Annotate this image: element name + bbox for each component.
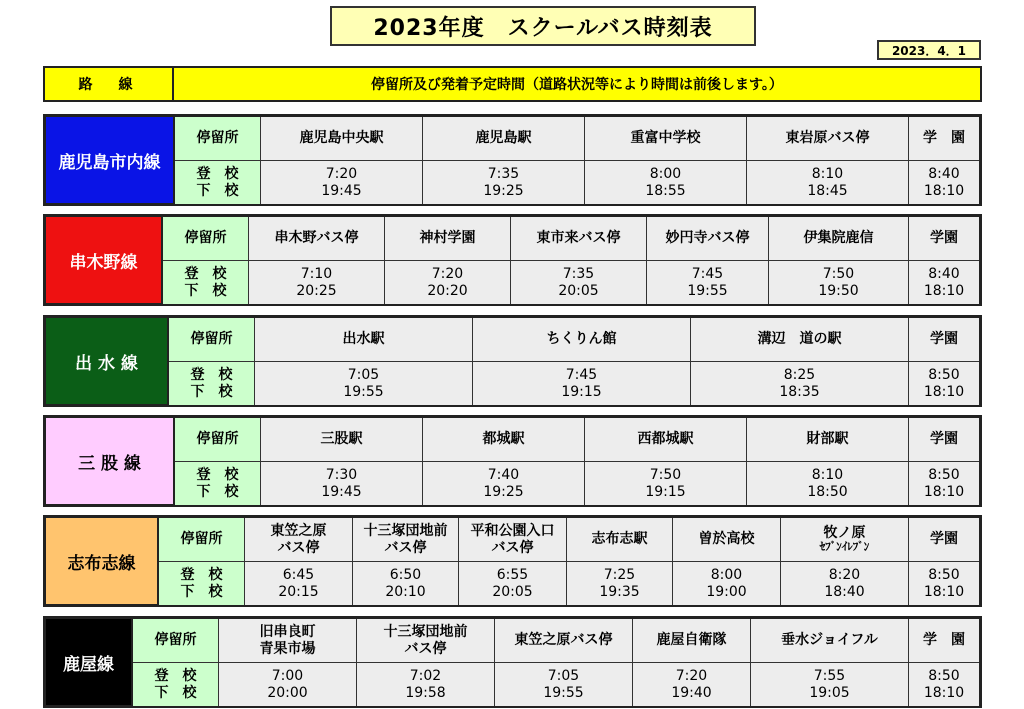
time-down: 19:15 — [561, 383, 602, 400]
stop-name — [747, 117, 909, 161]
stop-times — [585, 462, 747, 505]
time-up: 7:50 — [822, 266, 855, 283]
time-up: 7:55 — [813, 668, 846, 685]
time-up: 8:10 — [811, 166, 844, 183]
label-down: 下 校 — [190, 383, 233, 400]
stop-name-line2: バス停 — [491, 539, 534, 556]
stop-name — [633, 619, 751, 663]
label-down: 下 校 — [196, 182, 239, 199]
stop-name — [245, 518, 353, 562]
direction-labels — [159, 562, 245, 605]
label-up: 登 校 — [196, 467, 239, 484]
stop-name — [909, 518, 979, 562]
time-up: 6:50 — [389, 567, 422, 584]
stop-name-line1: 妙円寺バス停 — [665, 230, 750, 247]
time-up: 7:20 — [675, 668, 708, 685]
header-description: 停留所及び発着予定時間（道路状況等により時間は前後します。） — [371, 77, 783, 93]
time-up: 8:20 — [828, 567, 861, 584]
stop-name — [909, 418, 979, 462]
stop-name-line1: 十三塚団地前 — [383, 624, 468, 641]
stop-name-line2: ｾﾌﾞﾝｲﾚﾌﾞﾝ — [819, 540, 870, 554]
time-down: 18:10 — [923, 583, 965, 600]
stop-label: 停留所 — [175, 418, 261, 462]
stop-times — [691, 362, 909, 405]
stop-times — [459, 562, 567, 605]
route-timetable — [175, 418, 979, 504]
time-down: 18:55 — [645, 182, 686, 199]
stop-name — [219, 619, 357, 663]
time-down: 19:45 — [321, 182, 362, 199]
time-up: 7:45 — [691, 266, 724, 283]
time-down: 19:40 — [671, 684, 712, 701]
time-up: 7:02 — [409, 668, 442, 685]
stop-name-line1: 学 園 — [923, 130, 965, 147]
stop-name-line1: 鹿児島中央駅 — [299, 130, 384, 147]
stop-times — [423, 161, 585, 204]
stop-name-line1: 曽於高校 — [698, 531, 755, 548]
stop-name-line1: 伊集院鹿信 — [803, 230, 874, 247]
stop-name — [781, 518, 909, 562]
direction-labels — [175, 161, 261, 204]
stop-name — [567, 518, 673, 562]
time-down: 20:20 — [427, 282, 468, 299]
stop-times — [647, 261, 769, 304]
stop-times — [633, 663, 751, 706]
stop-name — [647, 217, 769, 261]
route-name: 串木野線 — [46, 217, 163, 303]
stop-label: 停留所 — [169, 318, 255, 362]
time-up: 7:10 — [300, 266, 333, 283]
stop-name — [691, 318, 909, 362]
stop-name — [261, 418, 423, 462]
time-down: 18:10 — [923, 182, 965, 199]
stop-times — [909, 261, 979, 304]
time-down: 18:35 — [779, 383, 820, 400]
time-up: 6:45 — [282, 567, 315, 584]
stop-name — [423, 117, 585, 161]
stop-times — [357, 663, 495, 706]
stop-times — [909, 462, 979, 505]
stop-name — [353, 518, 459, 562]
stop-times — [473, 362, 691, 405]
stop-times — [495, 663, 633, 706]
stop-name-line2: バス停 — [404, 640, 447, 657]
time-up: 7:25 — [603, 567, 636, 584]
table-header — [43, 66, 982, 102]
stop-name-line1: 鹿屋自衛隊 — [656, 632, 727, 649]
stop-name — [261, 117, 423, 161]
time-down: 19:15 — [645, 483, 686, 500]
stop-times — [261, 462, 423, 505]
direction-labels — [163, 261, 249, 304]
time-down: 19:05 — [809, 684, 850, 701]
stop-times — [423, 462, 585, 505]
issue-date: 2023．4．1 — [877, 40, 981, 60]
stop-name-line1: 学 園 — [923, 632, 965, 649]
time-up: 7:20 — [431, 266, 464, 283]
time-down: 19:55 — [343, 383, 384, 400]
label-down: 下 校 — [180, 583, 223, 600]
stop-name-line1: 溝辺 道の駅 — [757, 331, 842, 348]
time-up: 8:50 — [928, 668, 960, 685]
stop-times — [219, 663, 357, 706]
stop-name-line1: 鹿児島駅 — [475, 130, 532, 147]
stop-name — [249, 217, 385, 261]
route-4 — [43, 515, 982, 607]
header-route: 路 線 — [45, 68, 174, 100]
stop-name-line1: 東岩原バス停 — [785, 130, 870, 147]
stop-label: 停留所 — [133, 619, 219, 663]
stop-name-line1: 東市来バス停 — [536, 230, 621, 247]
stop-name-line1: 出水駅 — [342, 331, 385, 348]
stop-name-line1: 学園 — [930, 431, 958, 448]
stop-name-line1: 学園 — [930, 230, 958, 247]
stop-times — [769, 261, 909, 304]
route-timetable — [133, 619, 979, 705]
stop-label: 停留所 — [159, 518, 245, 562]
page-title: 2023年度 スクールバス時刻表 — [330, 6, 756, 46]
route-timetable — [175, 117, 979, 203]
time-up: 7:30 — [325, 467, 358, 484]
stop-name — [357, 619, 495, 663]
stop-name — [751, 619, 909, 663]
stop-name — [385, 217, 511, 261]
stop-name-line1: 串木野バス停 — [274, 230, 359, 247]
stop-name — [909, 318, 979, 362]
time-down: 20:00 — [267, 684, 308, 701]
stop-times — [585, 161, 747, 204]
time-up: 8:25 — [783, 367, 816, 384]
time-up: 7:05 — [547, 668, 580, 685]
time-down: 20:05 — [492, 583, 533, 600]
stop-times — [261, 161, 423, 204]
stop-name-line2: バス停 — [384, 539, 427, 556]
time-down: 20:15 — [278, 583, 319, 600]
stop-times — [245, 562, 353, 605]
time-up: 6:55 — [496, 567, 529, 584]
time-up: 7:35 — [562, 266, 595, 283]
time-down: 19:25 — [483, 483, 524, 500]
time-down: 19:25 — [483, 182, 524, 199]
stop-label: 停留所 — [175, 117, 261, 161]
label-up: 登 校 — [190, 367, 233, 384]
route-name: 志布志線 — [46, 518, 159, 604]
stop-name — [909, 619, 979, 663]
time-up: 8:40 — [928, 166, 960, 183]
route-0 — [43, 114, 982, 206]
stop-name-line1: 牧ノ原 — [823, 525, 866, 542]
label-up: 登 校 — [196, 166, 239, 183]
time-up: 7:45 — [565, 367, 598, 384]
stop-name — [495, 619, 633, 663]
route-5 — [43, 616, 982, 708]
label-up: 登 校 — [154, 668, 197, 685]
stop-name — [511, 217, 647, 261]
label-down: 下 校 — [196, 483, 239, 500]
time-up: 8:50 — [928, 567, 960, 584]
time-up: 7:00 — [271, 668, 304, 685]
stop-name-line1: 西都城駅 — [637, 431, 694, 448]
stop-name — [459, 518, 567, 562]
label-down: 下 校 — [154, 684, 197, 701]
route-3 — [43, 415, 982, 507]
stop-name — [423, 418, 585, 462]
time-down: 18:10 — [923, 383, 965, 400]
route-timetable — [169, 318, 979, 404]
route-1 — [43, 214, 982, 306]
time-down: 18:45 — [807, 182, 848, 199]
direction-labels — [133, 663, 219, 706]
stop-name-line1: 神村学園 — [419, 230, 476, 247]
direction-labels — [169, 362, 255, 405]
stop-name-line1: 旧串良町 — [259, 624, 316, 641]
stop-name — [585, 117, 747, 161]
stop-name-line1: ちくりん館 — [546, 331, 617, 348]
stop-name-line1: 都城駅 — [482, 431, 525, 448]
stop-times — [353, 562, 459, 605]
route-name: 鹿屋線 — [46, 619, 133, 705]
stop-times — [673, 562, 781, 605]
stop-name — [909, 217, 979, 261]
label-up: 登 校 — [180, 567, 223, 584]
time-down: 18:10 — [923, 483, 965, 500]
route-2 — [43, 315, 982, 407]
time-down: 20:10 — [385, 583, 426, 600]
stop-times — [747, 462, 909, 505]
label-down: 下 校 — [184, 282, 227, 299]
stop-name-line2: 青果市場 — [259, 640, 316, 657]
stop-name — [255, 318, 473, 362]
stop-name — [747, 418, 909, 462]
time-up: 8:50 — [928, 467, 960, 484]
stop-name-line2: バス停 — [277, 539, 320, 556]
time-up: 7:05 — [347, 367, 380, 384]
time-up: 8:00 — [649, 166, 682, 183]
direction-labels — [175, 462, 261, 505]
time-down: 19:58 — [405, 684, 446, 701]
time-down: 19:55 — [543, 684, 584, 701]
stop-label: 停留所 — [163, 217, 249, 261]
time-down: 18:40 — [824, 583, 865, 600]
time-up: 8:10 — [811, 467, 844, 484]
time-down: 18:10 — [923, 684, 965, 701]
stop-name — [473, 318, 691, 362]
stop-name-line1: 平和公園入口 — [470, 523, 555, 540]
stop-times — [909, 362, 979, 405]
time-up: 8:50 — [928, 367, 960, 384]
route-name: 三 股 線 — [46, 418, 175, 504]
stop-name-line1: 垂水ジョイフル — [781, 632, 878, 649]
stop-times — [511, 261, 647, 304]
stop-name-line1: 東笠之原 — [270, 523, 327, 540]
stop-name-line1: 三股駅 — [320, 431, 363, 448]
stop-times — [567, 562, 673, 605]
stop-times — [751, 663, 909, 706]
stop-times — [249, 261, 385, 304]
stop-times — [909, 161, 979, 204]
stop-times — [255, 362, 473, 405]
time-up: 7:35 — [487, 166, 520, 183]
time-up: 8:40 — [928, 266, 960, 283]
time-up: 7:50 — [649, 467, 682, 484]
stop-name-line1: 学園 — [930, 331, 958, 348]
stop-name-line1: 東笠之原バス停 — [514, 632, 613, 649]
route-name: 出 水 線 — [46, 318, 169, 404]
time-down: 19:35 — [599, 583, 640, 600]
time-down: 18:50 — [807, 483, 848, 500]
stop-name — [585, 418, 747, 462]
time-down: 19:00 — [706, 583, 747, 600]
time-down: 19:55 — [687, 282, 728, 299]
stop-times — [909, 663, 979, 706]
stop-name — [909, 117, 979, 161]
stop-times — [747, 161, 909, 204]
time-down: 19:50 — [818, 282, 859, 299]
stop-name-line1: 財部駅 — [806, 431, 849, 448]
time-up: 8:00 — [710, 567, 743, 584]
time-down: 20:05 — [558, 282, 599, 299]
time-down: 19:45 — [321, 483, 362, 500]
stop-name-line1: 重富中学校 — [630, 130, 701, 147]
stop-name — [673, 518, 781, 562]
route-timetable — [159, 518, 979, 604]
stop-name — [769, 217, 909, 261]
stop-name-line1: 十三塚団地前 — [363, 523, 448, 540]
route-timetable — [163, 217, 979, 303]
stop-name-line1: 学園 — [930, 531, 958, 548]
label-up: 登 校 — [184, 266, 227, 283]
time-down: 18:10 — [923, 282, 965, 299]
time-down: 20:25 — [296, 282, 337, 299]
time-up: 7:40 — [487, 467, 520, 484]
stop-times — [781, 562, 909, 605]
stop-times — [385, 261, 511, 304]
stop-name-line1: 志布志駅 — [591, 531, 648, 548]
route-name: 鹿児島市内線 — [46, 117, 175, 203]
time-up: 7:20 — [325, 166, 358, 183]
stop-times — [909, 562, 979, 605]
